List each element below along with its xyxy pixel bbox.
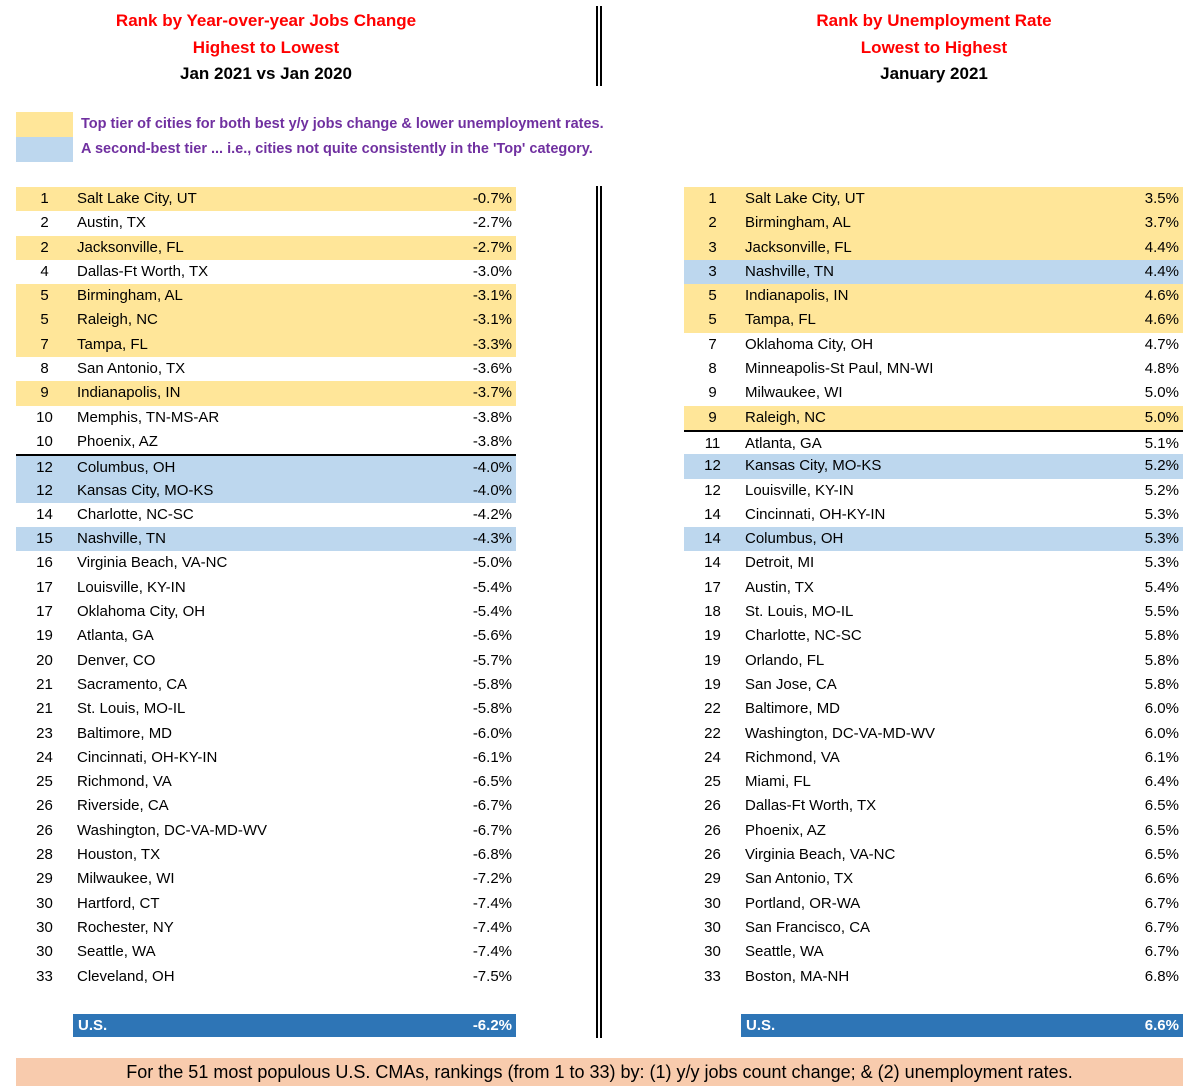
rank-cell: 26 bbox=[704, 797, 721, 815]
city-cell: Phoenix, AZ bbox=[745, 821, 826, 839]
us-unemployment-row bbox=[741, 1014, 1183, 1037]
value-cell: -5.6% bbox=[472, 627, 512, 645]
city-cell: Tampa, FL bbox=[745, 311, 816, 329]
value-cell: -6.0% bbox=[472, 724, 512, 742]
rank-cell: 22 bbox=[704, 724, 721, 742]
table-row bbox=[16, 916, 516, 940]
value-cell: -3.7% bbox=[472, 384, 512, 402]
value-cell: 5.3% bbox=[1144, 554, 1179, 572]
table-row bbox=[16, 333, 516, 357]
city-cell: Raleigh, NC bbox=[745, 408, 826, 426]
city-cell: St. Louis, MO-IL bbox=[745, 603, 854, 621]
rank-cell: 24 bbox=[36, 748, 53, 766]
value-cell: -7.4% bbox=[472, 943, 512, 961]
rank-cell: 30 bbox=[36, 894, 53, 912]
rank-cell: 9 bbox=[708, 384, 717, 402]
rank-cell: 1 bbox=[40, 190, 49, 207]
city-cell: Cleveland, OH bbox=[77, 967, 175, 985]
table-row bbox=[684, 430, 1183, 454]
city-cell: Charlotte, NC-SC bbox=[745, 627, 862, 645]
value-cell: 6.0% bbox=[1144, 700, 1179, 718]
table-row bbox=[16, 673, 516, 697]
value-cell: 4.4% bbox=[1144, 238, 1179, 256]
value-cell: -5.4% bbox=[472, 603, 512, 621]
table-row bbox=[16, 430, 516, 454]
rank-cell: 2 bbox=[708, 214, 717, 232]
value-cell: -5.4% bbox=[472, 578, 512, 596]
city-cell: Nashville, TN bbox=[77, 530, 166, 548]
rank-cell: 26 bbox=[704, 846, 721, 864]
value-cell: 5.0% bbox=[1144, 408, 1179, 426]
table-row bbox=[684, 381, 1183, 405]
table-row bbox=[16, 406, 516, 430]
rank-cell: 19 bbox=[704, 627, 721, 645]
rank-cell: 5 bbox=[40, 287, 49, 305]
rank-cell: 30 bbox=[36, 918, 53, 936]
rank-cell: 14 bbox=[704, 554, 721, 572]
table-row bbox=[16, 284, 516, 308]
jobs-header-subtitle: Highest to Lowest bbox=[192, 37, 340, 57]
rank-cell: 30 bbox=[704, 918, 721, 936]
value-cell: -2.7% bbox=[472, 214, 512, 232]
value-cell: 6.7% bbox=[1144, 943, 1179, 961]
value-cell: 4.8% bbox=[1144, 360, 1179, 378]
table-row bbox=[684, 503, 1183, 527]
rank-cell: 12 bbox=[704, 457, 721, 475]
rank-cell: 26 bbox=[36, 821, 53, 839]
city-cell: Jacksonville, FL bbox=[77, 238, 184, 256]
value-cell: 5.8% bbox=[1144, 627, 1179, 645]
table-row bbox=[684, 916, 1183, 940]
table-divider bbox=[596, 186, 602, 1038]
table-row bbox=[684, 260, 1183, 284]
table-row bbox=[16, 211, 516, 235]
table-row bbox=[684, 576, 1183, 600]
rank-cell: 14 bbox=[704, 505, 721, 523]
rank-cell: 21 bbox=[36, 700, 53, 718]
value-cell: -3.1% bbox=[472, 287, 512, 305]
rank-cell: 12 bbox=[36, 481, 53, 499]
rank-cell: 2 bbox=[40, 238, 49, 256]
table-row bbox=[16, 454, 516, 478]
value-cell: -3.3% bbox=[472, 335, 512, 353]
city-cell: Indianapolis, IN bbox=[745, 287, 849, 305]
table-row bbox=[16, 819, 516, 843]
table-row bbox=[16, 308, 516, 332]
rank-cell: 7 bbox=[708, 335, 717, 353]
value-cell: -0.7% bbox=[472, 190, 512, 207]
value-cell: 6.7% bbox=[1144, 918, 1179, 936]
value-cell: 6.4% bbox=[1144, 773, 1179, 791]
rank-cell: 19 bbox=[36, 627, 53, 645]
footer-note: For the 51 most populous U.S. CMAs, rankings (from 1 to 33) by: (1) y/y jobs count change; & (2) unemployment rates. bbox=[16, 1058, 1183, 1086]
table-row bbox=[684, 406, 1183, 430]
city-cell: Columbus, OH bbox=[745, 530, 844, 548]
table-row bbox=[684, 600, 1183, 624]
value-cell: -5.0% bbox=[472, 554, 512, 572]
rank-cell: 33 bbox=[36, 967, 53, 985]
table-row bbox=[16, 236, 516, 260]
unemployment-rate-table bbox=[684, 187, 1183, 989]
city-cell: Washington, DC-VA-MD-WV bbox=[745, 724, 936, 742]
value-cell: -5.7% bbox=[472, 651, 512, 669]
city-cell: Kansas City, MO-KS bbox=[77, 481, 214, 499]
table-row bbox=[16, 697, 516, 721]
rank-cell: 25 bbox=[36, 773, 53, 791]
second-tier-label: A second-best tier ... i.e., cities not quite consistently in the 'Top' category. bbox=[81, 141, 593, 157]
table-row bbox=[684, 284, 1183, 308]
city-cell: Columbus, OH bbox=[77, 459, 176, 477]
value-cell: 6.1% bbox=[1144, 748, 1179, 766]
city-cell: Dallas-Ft Worth, TX bbox=[745, 797, 877, 815]
table-row bbox=[684, 843, 1183, 867]
table-row bbox=[684, 236, 1183, 260]
city-cell: Denver, CO bbox=[77, 651, 156, 669]
us-unemployment-label: U.S. bbox=[746, 1017, 776, 1034]
value-cell: -7.4% bbox=[472, 918, 512, 936]
city-cell: Austin, TX bbox=[745, 578, 814, 596]
second-tier-swatch bbox=[16, 137, 73, 162]
city-cell: Oklahoma City, OH bbox=[745, 335, 874, 353]
rank-cell: 8 bbox=[40, 360, 49, 378]
city-cell: Indianapolis, IN bbox=[77, 384, 181, 402]
value-cell: -2.7% bbox=[472, 238, 512, 256]
rank-cell: 5 bbox=[708, 311, 717, 329]
value-cell: 6.6% bbox=[1144, 870, 1179, 888]
city-cell: Riverside, CA bbox=[77, 797, 169, 815]
city-cell: Raleigh, NC bbox=[77, 311, 158, 329]
value-cell: 4.6% bbox=[1144, 311, 1179, 329]
table-row bbox=[16, 600, 516, 624]
table-row bbox=[684, 649, 1183, 673]
city-cell: Jacksonville, FL bbox=[745, 238, 852, 256]
table-row bbox=[684, 722, 1183, 746]
value-cell: -6.1% bbox=[472, 748, 512, 766]
value-cell: -6.7% bbox=[472, 821, 512, 839]
value-cell: 4.4% bbox=[1144, 262, 1179, 280]
city-cell: Salt Lake City, UT bbox=[77, 190, 197, 207]
city-cell: Tampa, FL bbox=[77, 335, 148, 353]
rank-cell: 19 bbox=[704, 675, 721, 693]
city-cell: Oklahoma City, OH bbox=[77, 603, 206, 621]
city-cell: Seattle, WA bbox=[77, 943, 156, 961]
city-cell: Virginia Beach, VA-NC bbox=[745, 846, 896, 864]
city-cell: Phoenix, AZ bbox=[77, 432, 158, 450]
city-cell: San Antonio, TX bbox=[745, 870, 854, 888]
value-cell: -6.8% bbox=[472, 846, 512, 864]
unemployment-header-title: Rank by Unemployment Rate bbox=[816, 11, 1052, 30]
rank-cell: 24 bbox=[704, 748, 721, 766]
value-cell: 5.5% bbox=[1144, 603, 1179, 621]
value-cell: -3.8% bbox=[472, 432, 512, 450]
rank-cell: 2 bbox=[40, 214, 49, 232]
value-cell: -4.3% bbox=[472, 530, 512, 548]
city-cell: Baltimore, MD bbox=[77, 724, 173, 742]
rank-cell: 18 bbox=[704, 603, 721, 621]
rank-cell: 30 bbox=[36, 943, 53, 961]
value-cell: -3.1% bbox=[472, 311, 512, 329]
rank-cell: 25 bbox=[704, 773, 721, 791]
table-row bbox=[16, 867, 516, 891]
table-row bbox=[684, 770, 1183, 794]
city-cell: Orlando, FL bbox=[745, 651, 825, 669]
rank-cell: 29 bbox=[36, 870, 53, 888]
table-row bbox=[684, 187, 1183, 211]
city-cell: San Jose, CA bbox=[745, 675, 837, 693]
city-cell: Detroit, MI bbox=[745, 554, 815, 572]
value-cell: -3.6% bbox=[472, 360, 512, 378]
value-cell: 4.6% bbox=[1144, 287, 1179, 305]
city-cell: San Francisco, CA bbox=[745, 918, 871, 936]
value-cell: 6.7% bbox=[1144, 894, 1179, 912]
rank-cell: 12 bbox=[704, 481, 721, 499]
rank-cell: 10 bbox=[36, 432, 53, 450]
city-cell: Nashville, TN bbox=[745, 262, 834, 280]
value-cell: -7.2% bbox=[472, 870, 512, 888]
city-cell: Charlotte, NC-SC bbox=[77, 505, 194, 523]
rank-cell: 30 bbox=[704, 894, 721, 912]
us-jobs-value: -6.2% bbox=[472, 1017, 512, 1034]
rank-cell: 16 bbox=[36, 554, 53, 572]
city-cell: Portland, OR-WA bbox=[745, 894, 861, 912]
city-cell: Milwaukee, WI bbox=[745, 384, 843, 402]
jobs-header-title: Rank by Year-over-year Jobs Change bbox=[115, 11, 417, 30]
city-cell: Sacramento, CA bbox=[77, 675, 188, 693]
city-cell: Minneapolis-St Paul, MN-WI bbox=[745, 360, 934, 378]
value-cell: 5.8% bbox=[1144, 675, 1179, 693]
table-row bbox=[16, 746, 516, 770]
city-cell: St. Louis, MO-IL bbox=[77, 700, 186, 718]
table-row bbox=[16, 892, 516, 916]
rank-cell: 33 bbox=[704, 967, 721, 985]
city-cell: Cincinnati, OH-KY-IN bbox=[77, 748, 218, 766]
table-row bbox=[16, 576, 516, 600]
rank-cell: 17 bbox=[36, 578, 53, 596]
city-cell: Miami, FL bbox=[745, 773, 811, 791]
table-row bbox=[16, 503, 516, 527]
value-cell: 4.7% bbox=[1144, 335, 1179, 353]
city-cell: Atlanta, GA bbox=[745, 434, 822, 452]
table-row bbox=[684, 965, 1183, 989]
value-cell: 5.4% bbox=[1144, 578, 1179, 596]
value-cell: -3.8% bbox=[472, 408, 512, 426]
city-cell: Cincinnati, OH-KY-IN bbox=[745, 505, 886, 523]
value-cell: 6.5% bbox=[1144, 797, 1179, 815]
city-cell: Louisville, KY-IN bbox=[745, 481, 854, 499]
city-cell: Baltimore, MD bbox=[745, 700, 841, 718]
value-cell: 5.0% bbox=[1144, 384, 1179, 402]
us-jobs-row bbox=[73, 1014, 516, 1037]
city-cell: San Antonio, TX bbox=[77, 360, 186, 378]
city-cell: Milwaukee, WI bbox=[77, 870, 175, 888]
table-row bbox=[684, 819, 1183, 843]
table-row bbox=[684, 308, 1183, 332]
table-row bbox=[16, 187, 516, 211]
table-row bbox=[684, 673, 1183, 697]
value-cell: 5.3% bbox=[1144, 530, 1179, 548]
rank-cell: 4 bbox=[40, 262, 49, 280]
rank-cell: 3 bbox=[708, 262, 717, 280]
rank-cell: 29 bbox=[704, 870, 721, 888]
rank-cell: 14 bbox=[704, 530, 721, 548]
jobs-change-table bbox=[16, 187, 516, 989]
table-row bbox=[16, 794, 516, 818]
value-cell: -4.0% bbox=[472, 481, 512, 499]
rank-cell: 17 bbox=[704, 578, 721, 596]
rank-cell: 26 bbox=[36, 797, 53, 815]
us-unemployment-value: 6.6% bbox=[1144, 1017, 1179, 1034]
table-row bbox=[16, 649, 516, 673]
city-cell: Boston, MA-NH bbox=[745, 967, 850, 985]
unemployment-header bbox=[684, 8, 1184, 88]
value-cell: 5.1% bbox=[1144, 434, 1179, 452]
table-row bbox=[16, 843, 516, 867]
city-cell: Austin, TX bbox=[77, 214, 146, 232]
unemployment-header-period: January 2021 bbox=[880, 64, 988, 83]
rank-cell: 12 bbox=[36, 459, 53, 477]
value-cell: -6.5% bbox=[472, 773, 512, 791]
rank-cell: 7 bbox=[40, 335, 49, 353]
rank-cell: 9 bbox=[40, 384, 49, 402]
table-row bbox=[684, 211, 1183, 235]
rank-cell: 21 bbox=[36, 675, 53, 693]
rank-cell: 8 bbox=[708, 360, 717, 378]
header-divider bbox=[596, 6, 602, 86]
rank-cell: 26 bbox=[704, 821, 721, 839]
table-row bbox=[16, 940, 516, 964]
table-row bbox=[16, 479, 516, 503]
table-row bbox=[684, 333, 1183, 357]
jobs-header-period: Jan 2021 vs Jan 2020 bbox=[179, 64, 353, 83]
value-cell: 5.2% bbox=[1144, 481, 1179, 499]
table-row bbox=[16, 965, 516, 989]
rank-cell: 5 bbox=[708, 287, 717, 305]
table-row bbox=[684, 940, 1183, 964]
value-cell: 6.5% bbox=[1144, 846, 1179, 864]
rank-cell: 14 bbox=[36, 505, 53, 523]
value-cell: -4.0% bbox=[472, 459, 512, 477]
table-row bbox=[16, 260, 516, 284]
city-cell: Virginia Beach, VA-NC bbox=[77, 554, 228, 572]
table-row bbox=[16, 551, 516, 575]
table-row bbox=[684, 697, 1183, 721]
rank-cell: 9 bbox=[708, 408, 717, 426]
city-cell: Hartford, CT bbox=[77, 894, 160, 912]
table-row bbox=[684, 551, 1183, 575]
rank-cell: 3 bbox=[708, 238, 717, 256]
value-cell: 6.0% bbox=[1144, 724, 1179, 742]
value-cell: -5.8% bbox=[472, 700, 512, 718]
rank-cell: 19 bbox=[704, 651, 721, 669]
value-cell: -7.5% bbox=[472, 967, 512, 985]
table-row bbox=[684, 867, 1183, 891]
value-cell: -6.7% bbox=[472, 797, 512, 815]
table-row bbox=[684, 794, 1183, 818]
city-cell: Salt Lake City, UT bbox=[745, 190, 865, 207]
city-cell: Richmond, VA bbox=[745, 748, 840, 766]
rank-cell: 22 bbox=[704, 700, 721, 718]
value-cell: -5.8% bbox=[472, 675, 512, 693]
rank-cell: 5 bbox=[40, 311, 49, 329]
rank-cell: 10 bbox=[36, 408, 53, 426]
value-cell: 3.5% bbox=[1144, 190, 1179, 207]
rank-cell: 28 bbox=[36, 846, 53, 864]
table-row bbox=[684, 527, 1183, 551]
table-row bbox=[684, 624, 1183, 648]
top-tier-swatch bbox=[16, 112, 73, 137]
city-cell: Birmingham, AL bbox=[745, 214, 851, 232]
value-cell: -4.2% bbox=[472, 505, 512, 523]
table-row bbox=[684, 746, 1183, 770]
rank-cell: 20 bbox=[36, 651, 53, 669]
table-row bbox=[16, 527, 516, 551]
unemployment-header-subtitle: Lowest to Highest bbox=[860, 37, 1008, 57]
city-cell: Louisville, KY-IN bbox=[77, 578, 186, 596]
rank-cell: 17 bbox=[36, 603, 53, 621]
table-row bbox=[684, 892, 1183, 916]
value-cell: 5.8% bbox=[1144, 651, 1179, 669]
city-cell: Dallas-Ft Worth, TX bbox=[77, 262, 209, 280]
top-tier-label: Top tier of cities for both best y/y jobs change & lower unemployment rates. bbox=[81, 116, 604, 132]
value-cell: 5.3% bbox=[1144, 505, 1179, 523]
table-row bbox=[684, 479, 1183, 503]
rank-cell: 1 bbox=[708, 190, 717, 207]
value-cell: -7.4% bbox=[472, 894, 512, 912]
city-cell: Memphis, TN-MS-AR bbox=[77, 408, 220, 426]
city-cell: Houston, TX bbox=[77, 846, 161, 864]
city-cell: Rochester, NY bbox=[77, 918, 174, 936]
city-cell: Birmingham, AL bbox=[77, 287, 183, 305]
rank-cell: 23 bbox=[36, 724, 53, 742]
table-row bbox=[16, 624, 516, 648]
table-row bbox=[16, 770, 516, 794]
city-cell: Washington, DC-VA-MD-WV bbox=[77, 821, 268, 839]
city-cell: Richmond, VA bbox=[77, 773, 172, 791]
city-cell: Kansas City, MO-KS bbox=[745, 457, 882, 475]
table-row bbox=[16, 357, 516, 381]
value-cell: 5.2% bbox=[1144, 457, 1179, 475]
us-jobs-label: U.S. bbox=[78, 1017, 108, 1034]
value-cell: -3.0% bbox=[472, 262, 512, 280]
value-cell: 3.7% bbox=[1144, 214, 1179, 232]
rank-cell: 30 bbox=[704, 943, 721, 961]
table-row bbox=[684, 454, 1183, 478]
city-cell: Seattle, WA bbox=[745, 943, 824, 961]
table-row bbox=[16, 722, 516, 746]
table-row bbox=[684, 357, 1183, 381]
rank-cell: 11 bbox=[704, 434, 721, 452]
value-cell: 6.5% bbox=[1144, 821, 1179, 839]
value-cell: 6.8% bbox=[1144, 967, 1179, 985]
table-row bbox=[16, 381, 516, 405]
rank-cell: 15 bbox=[36, 530, 53, 548]
city-cell: Atlanta, GA bbox=[77, 627, 154, 645]
jobs-header bbox=[16, 8, 516, 88]
